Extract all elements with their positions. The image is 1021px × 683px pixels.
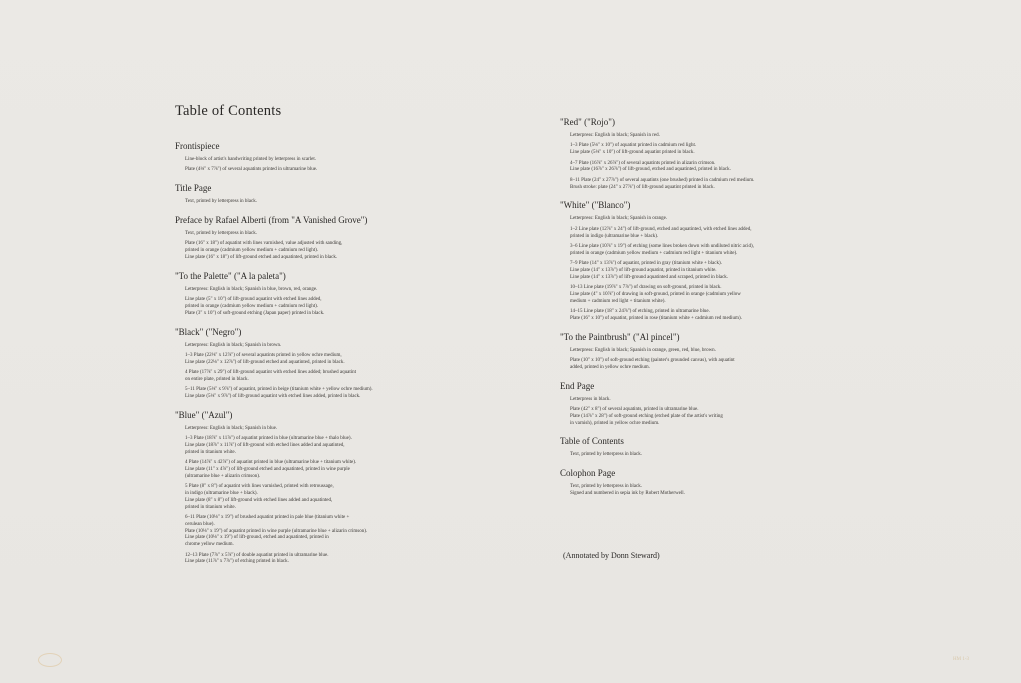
section-entry: 7–9 Plate (14" x 13⅞") of aquatint, printed in gray (titanium white + black). Line plate (14" x 13⅞") of lift-ground aquatint, printed in titanium white. Line plate (14" x 13⅞") of lift-ground aquatinted and scraped, printed in black. bbox=[570, 261, 729, 280]
section-entry: 1–3 Plate (18⅞" x 11⅞") of aquatint printed in blue (ultramarine blue + thalo blue). Line plate (18⅞" x 11⅞") of lift-ground with etched lines added and aquatinted, printed in titanium white. bbox=[185, 436, 352, 455]
section-heading: "To the Paintbrush" ("Al pincel") bbox=[560, 331, 680, 342]
section-entry: Letterpress: English in black; Spanish in orange, green, red, blue, brown. bbox=[570, 347, 716, 353]
right-sections bbox=[560, 117, 800, 498]
section-entry: Letterpress in black. bbox=[570, 396, 611, 402]
page-title: Table of Contents bbox=[175, 103, 282, 119]
section-entry: 10–13 Line plate (19⅞" x 7⅞") of drawing on soft-ground, printed in black. Line plate (4" x 10⅞") of drawing in soft-ground, printed in orange (cadmium yellow medium + cadmium red light + titanium white). bbox=[570, 285, 741, 304]
pencil-inscription: HM 1-3 bbox=[953, 657, 969, 662]
section-heading: Title Page bbox=[175, 183, 212, 194]
toc-section bbox=[175, 271, 415, 318]
toc-section bbox=[175, 410, 415, 566]
section-heading: Colophon Page bbox=[560, 468, 616, 479]
section-entry: 1–3 Plate (5⅛" x 10") of aquatint printed in cadmium red light. Line plate (5⅛" x 10") of lift-ground aquatint printed in black. bbox=[570, 143, 697, 156]
section-heading: "To the Palette" ("A la paleta") bbox=[175, 270, 286, 281]
section-entry: Letterpress: English in black; Spanish in orange. bbox=[570, 216, 668, 222]
toc-section bbox=[560, 200, 800, 322]
section-entry: Plate (16" x 18") of aquatint with lines varnished, value adjusted with sanding, printed in orange (cadmium yellow medium + cadmium red light). Line plate (16" x 18") of lift-ground etched and aquatinted, printed in black. bbox=[185, 241, 343, 260]
section-entry: 5 Plate (8" x 8") of aquatint with lines varnished, printed with retroussage, in indigo (ultramarine blue + black). Line plate (8" x 8") of lift-ground with etched lines added and aquatinted, printed in titanium white. bbox=[185, 484, 334, 510]
section-heading: "Black" ("Negro") bbox=[175, 326, 242, 337]
section-entry: Plate (10" x 10") of soft-ground etching (painter's grounded canvas), with aquatint added, printed in yellow ochre medium. bbox=[570, 358, 735, 370]
section-entry: 5–11 Plate (5⅛" x 9⅞") of aquatint, printed in beige (titanium white + yellow ochre medium). Line plate (5⅛" x 9⅞") of lift-ground aquatint with etched lines added, printed in black. bbox=[185, 387, 373, 400]
section-entry: 3–6 Line plate (10⅞" x 19") of etching (some lines broken down with undiluted nitric acid), printed in orange (cadmium yellow medium + cadmium red light + titanium white). bbox=[570, 243, 754, 256]
section-entry: Letterpress: English in black; Spanish in brown. bbox=[185, 342, 282, 348]
section-entry: 4 Plate (17⅞" x 29") of lift-ground aquatint with etched lines added; brushed aquatint on entire plate, printed in black. bbox=[185, 370, 356, 382]
section-entry: Letterpress: English in black; Spanish in blue, brown, red, orange. bbox=[185, 286, 318, 292]
toc-section bbox=[175, 183, 415, 206]
section-entry: 1–3 Plate (22⅛" x 12⅞") of several aquatints printed in yellow ochre medium, Line plate (22⅛" x 12⅞") of lift-ground etched and aquatinted, printed in black. bbox=[185, 352, 345, 365]
section-heading: Frontispiece bbox=[175, 141, 220, 151]
toc-section bbox=[560, 381, 800, 428]
section-entry: Letterpress: English in black; Spanish in red. bbox=[570, 133, 660, 138]
section-entry: 4 Plate (14⅞" x 42⅞") of aquatint printed in blue (ultramarine blue + titanium white). Line plate (11" x 4⅞") of lift-ground etched and aquatinted, printed in wine purple (ultramarine blue + alizarin crimson). bbox=[185, 460, 357, 479]
section-entry: 12–13 Plate (7⅞" x 5⅞") of double aquatint printed in ultramarine blue. Line plate (11⅞" x 7⅞") of etching printed in black. bbox=[185, 552, 329, 565]
section-entry: Line-block of artist's handwriting printed by letterpress in scarlet. bbox=[185, 157, 317, 162]
toc-section bbox=[560, 332, 800, 372]
section-entry: 4–7 Plate (16⅞" x 26⅞") of several aquatints printed in alizarin crimson. Line plate (16⅞" x 26⅞") of lift-ground, etched and aquatinted, printed in black. bbox=[570, 160, 731, 173]
section-entry: Line plate (5" x 10") of lift-ground aquatint with etched lines added, printed in orange (cadmium yellow medium + cadmium red light). Plate (3" x 10") of soft-ground etching (Japan paper) printed in black. bbox=[185, 297, 325, 316]
toc-section bbox=[560, 436, 800, 459]
section-entry: 1–2 Line plate (12⅞" x 24") of lift-ground, etched and aquatinted, with etched lines added, printed in indigo (ultramarine blue + black). bbox=[570, 226, 752, 239]
section-entry: 6–11 Plate (10⅛" x 19") of brushed aquatint printed in pale blue (titanium white + cerulean blue). Plate (10⅛" x 19") of aquatint printed in wine purple (ultramarine blue + alizarin crimson). Line plate (10⅛" x 19") of lift-ground, etched and aquatinted, printed in chrome yellow medium. bbox=[185, 515, 368, 548]
section-heading: End Page bbox=[560, 380, 595, 391]
toc-section bbox=[175, 141, 415, 174]
section-entry: Plate (42" x 8") of several aquatints, printed in ultramarine blue. Plate (14⅞" x 28") of soft-ground etching (etched plate of the artist's writing in varnish), printed in yellow ochre medium. bbox=[570, 407, 723, 426]
toc-section bbox=[175, 215, 415, 262]
toc-section bbox=[560, 468, 800, 498]
toc-section bbox=[560, 117, 800, 191]
annotation-credit: (Annotated by Donn Steward) bbox=[563, 551, 660, 560]
left-column bbox=[175, 103, 415, 575]
blind-stamp-logo bbox=[38, 653, 62, 667]
toc-section bbox=[175, 327, 415, 401]
section-entry: 14–15 Line plate (18" x 24⅞") of etching, printed in ultramarine blue. Plate (16" x 10") of aquatint, printed in rose (titanium white + cadmium red medium). bbox=[570, 309, 742, 321]
section-entry: Text, printed by letterpress in black. bbox=[185, 199, 257, 205]
section-heading: Table of Contents bbox=[560, 436, 624, 447]
section-entry: Plate (4⅛" x 7⅞") of several aquatints printed in ultramarine blue. bbox=[185, 167, 318, 173]
section-heading: Preface by Rafael Alberti (from "A Vanished Grove") bbox=[175, 214, 368, 225]
section-heading: "Red" ("Rojo") bbox=[560, 117, 615, 127]
right-column bbox=[560, 117, 800, 507]
section-entry: 8–11 Plate (24" x 27⅞") of several aquatints (one brushed) printed in cadmium red medium. Brush stroke: plate (24" x 27⅞") of lift-ground aquatint printed in black. bbox=[570, 177, 755, 190]
section-entry: Text, printed by letterpress in black. bbox=[570, 452, 642, 458]
section-entry: Text, printed by letterpress in black. Signed and numbered in sepia ink by Robert Motherwell. bbox=[570, 484, 685, 497]
section-entry: Letterpress: English in black; Spanish in blue. bbox=[185, 425, 278, 431]
section-entry: Text, printed by letterpress in black. bbox=[185, 230, 257, 236]
section-heading: "Blue" ("Azul") bbox=[175, 409, 233, 420]
section-heading: "White" ("Blanco") bbox=[560, 200, 631, 211]
left-sections bbox=[175, 141, 415, 566]
